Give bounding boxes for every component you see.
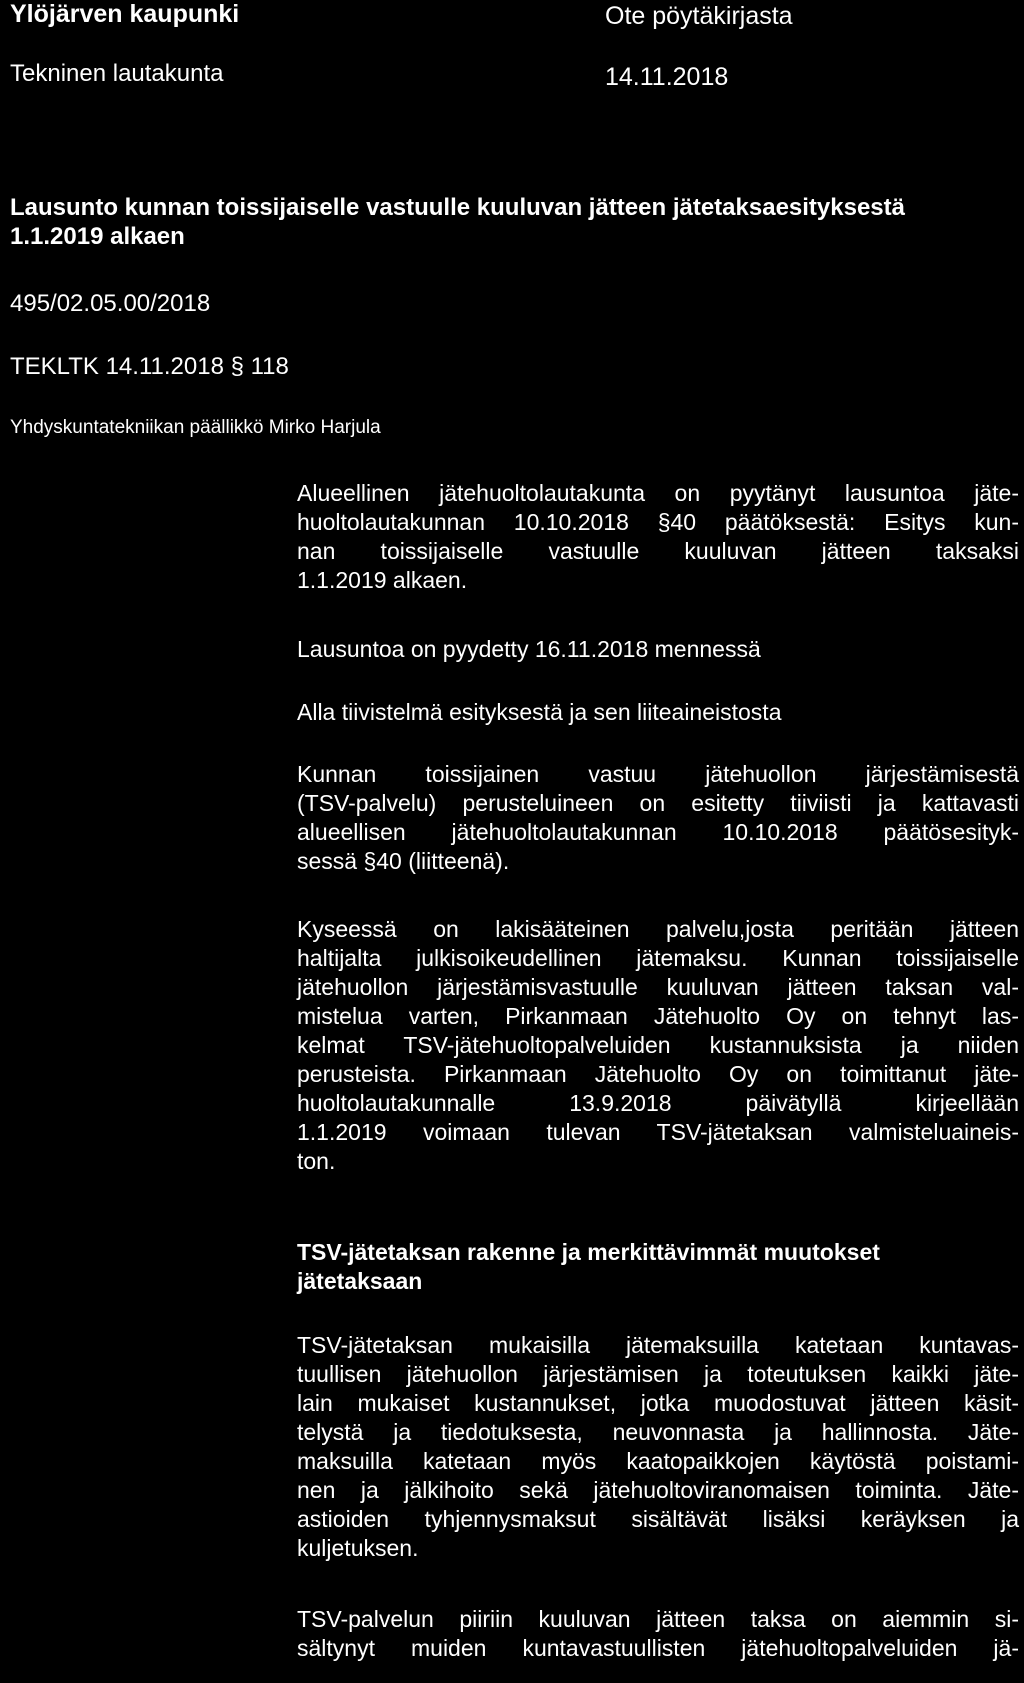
text-line: nen ja jälkihoito sekä jätehuoltoviranomaisen toiminta. Jäte- (297, 1477, 1019, 1503)
text-line: astioiden tyhjennysmaksut sisältävät lisäksi keräyksen ja (297, 1506, 1019, 1532)
text-line: 1.1.2019 voimaan tulevan TSV-jätetaksan valmisteluaineis- (297, 1119, 1019, 1145)
text-line: 1.1.2019 alkaen. (297, 567, 468, 593)
presenter: Yhdyskuntatekniikan päällikkö Mirko Harjula (10, 417, 381, 438)
text-line: TSV-palvelun piiriin kuuluvan jätteen taksa on aiemmin si- (297, 1606, 1019, 1632)
matter-title-line: Lausunto kunnan toissijaiselle vastuulle kuuluvan jätteen jätetaksaesityksestä (10, 194, 905, 221)
text-line: Lausuntoa on pyydetty 16.11.2018 mennessä (297, 636, 761, 662)
paragraph-deadline (297, 635, 1019, 664)
heading-line: TSV-jätetaksan rakenne ja merkittävimmät muutokset (297, 1239, 880, 1265)
matter-title (10, 193, 1020, 251)
text-line: Alueellinen jätehuoltolautakunta on pyytänyt lausuntoa jäte- (297, 480, 1019, 506)
paragraph-tariff-structure (297, 1331, 1019, 1563)
paragraph (297, 1605, 1019, 1663)
text-line: perusteista. Pirkanmaan Jätehuolto Oy on toimittanut jäte- (297, 1061, 1019, 1087)
paragraph-secondary-responsibility (297, 760, 1019, 876)
organization-name: Ylöjärven kaupunki (10, 0, 240, 28)
paragraph-summary-intro (297, 698, 1019, 727)
text-line: alueellisen jätehuoltolautakunnan 10.10.2018 päätösesityk- (297, 819, 1019, 845)
text-line: Kyseessä on lakisääteinen palvelu,josta peritään jätteen (297, 916, 1019, 942)
text-line: (TSV-palvelu) perusteluineen on esitetty tiiviisti ja kattavasti (297, 790, 1019, 816)
text-line: mistelua varten, Pirkanmaan Jätehuolto Oy on tehnyt las- (297, 1003, 1019, 1029)
document-type: Ote pöytäkirjasta (605, 2, 793, 30)
department-name: Tekninen lautakunta (10, 60, 224, 87)
paragraph (297, 635, 1019, 664)
text-line: kuljetuksen. (297, 1535, 419, 1561)
paragraph-statutory-service (297, 915, 1019, 1176)
text-line: huoltolautakunnalle 13.9.2018 päivätyllä kirjeellään (297, 1090, 1019, 1116)
text-line: telystä ja tiedotuksesta, neuvonnasta ja hallinnosta. Jäte- (297, 1419, 1019, 1445)
paragraph (297, 698, 1019, 727)
paragraph (297, 1331, 1019, 1563)
text-line: lain mukaiset kustannukset, jotka muodostuvat jätteen käsit- (297, 1390, 1019, 1416)
heading-line: jätetaksaan (297, 1268, 423, 1294)
text-line: Kunnan toissijainen vastuu jätehuollon järjestämisestä (297, 761, 1019, 787)
paragraph (297, 915, 1019, 1176)
matter-title-line: 1.1.2019 alkaen (10, 223, 185, 250)
paragraph-request (297, 479, 1019, 595)
case-number: 495/02.05.00/2018 (10, 290, 211, 317)
section-heading (297, 1238, 1019, 1296)
text-line: kelmat TSV-jätehuoltopalveluiden kustannuksista ja niiden (297, 1032, 1019, 1058)
text-line: Alla tiivistelmä esityksestä ja sen liiteaineistosta (297, 699, 782, 725)
text-line: sessä §40 (liitteenä). (297, 848, 510, 874)
text-line: maksuilla katetaan myös kaatopaikkojen käytöstä poistami- (297, 1448, 1019, 1474)
text-line: ton. (297, 1148, 336, 1174)
paragraph (297, 479, 1019, 595)
text-line: sältynyt muiden kuntavastuullisten jätehuoltopalveluiden jä- (297, 1635, 1019, 1661)
text-line: nan toissijaiselle vastuulle kuuluvan jätteen taksaksi (297, 538, 1019, 564)
text-line: tuullisen jätehuollon järjestämisen ja toteutuksen kaikki jäte- (297, 1361, 1019, 1387)
document-date: 14.11.2018 (605, 63, 729, 91)
section-heading-text (297, 1238, 1019, 1296)
paragraph (297, 760, 1019, 876)
text-line: haltijalta julkisoikeudellinen jätemaksu. Kunnan toissijaiselle (297, 945, 1019, 971)
text-line: huoltolautakunnan 10.10.2018 §40 päätöksestä: Esitys kun- (297, 509, 1019, 535)
text-line: TSV-jätetaksan mukaisilla jätemaksuilla katetaan kuntavas- (297, 1332, 1019, 1358)
meeting-reference: TEKLTK 14.11.2018 § 118 (10, 353, 289, 380)
text-line: jätehuollon järjestämisvastuulle kuuluvan jätteen taksan val- (297, 974, 1019, 1000)
paragraph-tsv-previous (297, 1605, 1019, 1663)
